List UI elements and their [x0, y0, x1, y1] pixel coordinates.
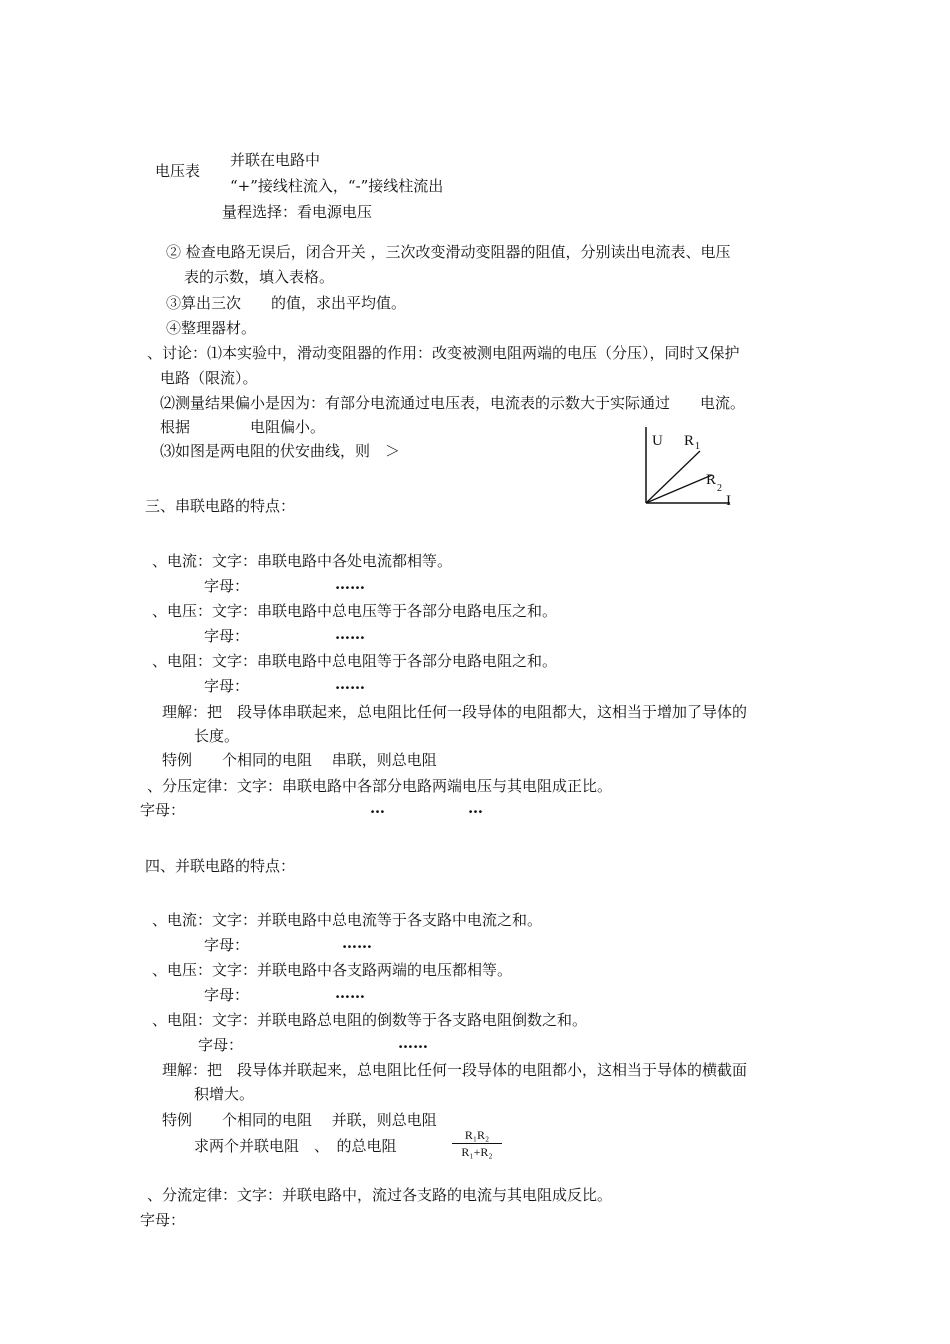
discussion-line-1: 、讨论：⑴本实验中，滑动变阻器的作用：改变被测电阻两端的电压（分压），同时又保护	[147, 344, 740, 362]
series-divider-law: 、分压定律：文字：串联电路中各部分电路两端电压与其电阻成正比。	[147, 777, 613, 795]
discussion-line-2: 电路（限流）。	[160, 369, 258, 387]
discussion-line-4: 根据 电阻偏小。	[160, 418, 326, 436]
series-resistance-text: 、电阻：文字：串联电路中总电阻等于各部分电路电阻之和。	[152, 652, 558, 670]
parallel-two-resistors: 求两个并联电阻 、 的总电阻	[194, 1137, 397, 1155]
series-voltage-dots: ……	[335, 625, 365, 643]
voltmeter-line-3: 量程选择：看电源电压	[222, 203, 373, 221]
r1-subscript: 1	[695, 441, 700, 452]
series-voltage-text: 、电压：文字：串联电路中总电压等于各部分电路电压之和。	[152, 602, 558, 620]
parallel-heading: 四、并联电路的特点：	[145, 857, 296, 875]
parallel-understanding-line-1: 理解：把 段导体并联起来，总电阻比任何一段导体的电阻都小，这相当于导体的横截面	[162, 1061, 748, 1079]
fraction-bar	[452, 1143, 502, 1144]
parallel-understanding-line-2: 积增大。	[194, 1085, 255, 1103]
series-divider-letters: 字母：	[140, 801, 186, 819]
u-axis-label: U	[652, 433, 663, 449]
parallel-resistance-fraction	[452, 1128, 502, 1159]
voltmeter-line-2: “+”接线柱流入，“-”接线柱流出	[230, 177, 444, 195]
r1-line	[646, 451, 700, 503]
voltmeter-label: 电压表	[155, 162, 201, 180]
parallel-resistance-letters: 字母：	[198, 1036, 244, 1054]
series-voltage-letters: 字母：	[204, 627, 250, 645]
step-2-line-1: ② 检查电路无误后，闭合开关 ，三次改变滑动变阻器的阻值，分别读出电流表、电压	[166, 243, 731, 261]
series-heading: 三、串联电路的特点：	[145, 497, 296, 515]
series-understanding-line-2: 长度。	[194, 727, 240, 745]
series-resistance-dots: ……	[335, 675, 365, 693]
discussion-line-5: ⑶如图是两电阻的伏安曲线，则 ＞	[160, 442, 401, 460]
fraction-denominator: R₁+R₂	[461, 1145, 493, 1159]
r1-label: R	[684, 433, 695, 449]
step-2-line-2: 表的示数，填入表格。	[184, 268, 335, 286]
parallel-special-case: 特例 个相同的电阻 并联，则总电阻	[162, 1111, 437, 1129]
series-current-letters: 字母：	[204, 577, 250, 595]
parallel-voltage-text: 、电压：文字：并联电路中各支路两端的电压都相等。	[152, 961, 513, 979]
series-resistance-letters: 字母：	[204, 677, 250, 695]
r2-line	[646, 475, 712, 503]
step-3: ③算出三次 的值，求出平均值。	[166, 294, 407, 312]
series-divider-dots-1: …	[370, 799, 385, 817]
parallel-voltage-letters: 字母：	[204, 986, 250, 1004]
r2-label: R	[706, 472, 717, 488]
series-divider-dots-2: …	[468, 799, 483, 817]
r2-subscript: 2	[717, 483, 722, 494]
parallel-voltage-dots: ……	[335, 984, 365, 1002]
parallel-divider-letters: 字母：	[140, 1211, 186, 1229]
parallel-resistance-text: 、电阻：文字：并联电路总电阻的倒数等于各支路电阻倒数之和。	[152, 1011, 588, 1029]
fraction-numerator: R₁R₂	[464, 1128, 490, 1142]
voltmeter-line-1: 并联在电路中	[230, 151, 321, 169]
parallel-current-dots: ……	[342, 934, 372, 952]
i-axis-label: I	[726, 493, 731, 509]
parallel-current-letters: 字母：	[204, 936, 250, 954]
series-current-dots: ……	[335, 575, 365, 593]
series-understanding-line-1: 理解：把 段导体串联起来，总电阻比任何一段导体的电阻都大，这相当于增加了导体的	[162, 703, 748, 721]
series-special-case: 特例 个相同的电阻 串联，则总电阻	[162, 751, 437, 769]
parallel-divider-law: 、分流定律：文字：并联电路中，流过各支路的电流与其电阻成反比。	[147, 1186, 613, 1204]
parallel-resistance-dots: ……	[398, 1034, 428, 1052]
iv-curve-figure	[640, 425, 740, 510]
parallel-current-text: 、电流：文字：并联电路中总电流等于各支路中电流之和。	[152, 911, 543, 929]
step-4: ④整理器材。	[166, 319, 257, 337]
series-current-text: 、电流：文字：串联电路中各处电流都相等。	[152, 552, 453, 570]
discussion-line-3: ⑵测量结果偏小是因为：有部分电流通过电压表，电流表的示数大于实际通过 电流。	[160, 394, 746, 412]
